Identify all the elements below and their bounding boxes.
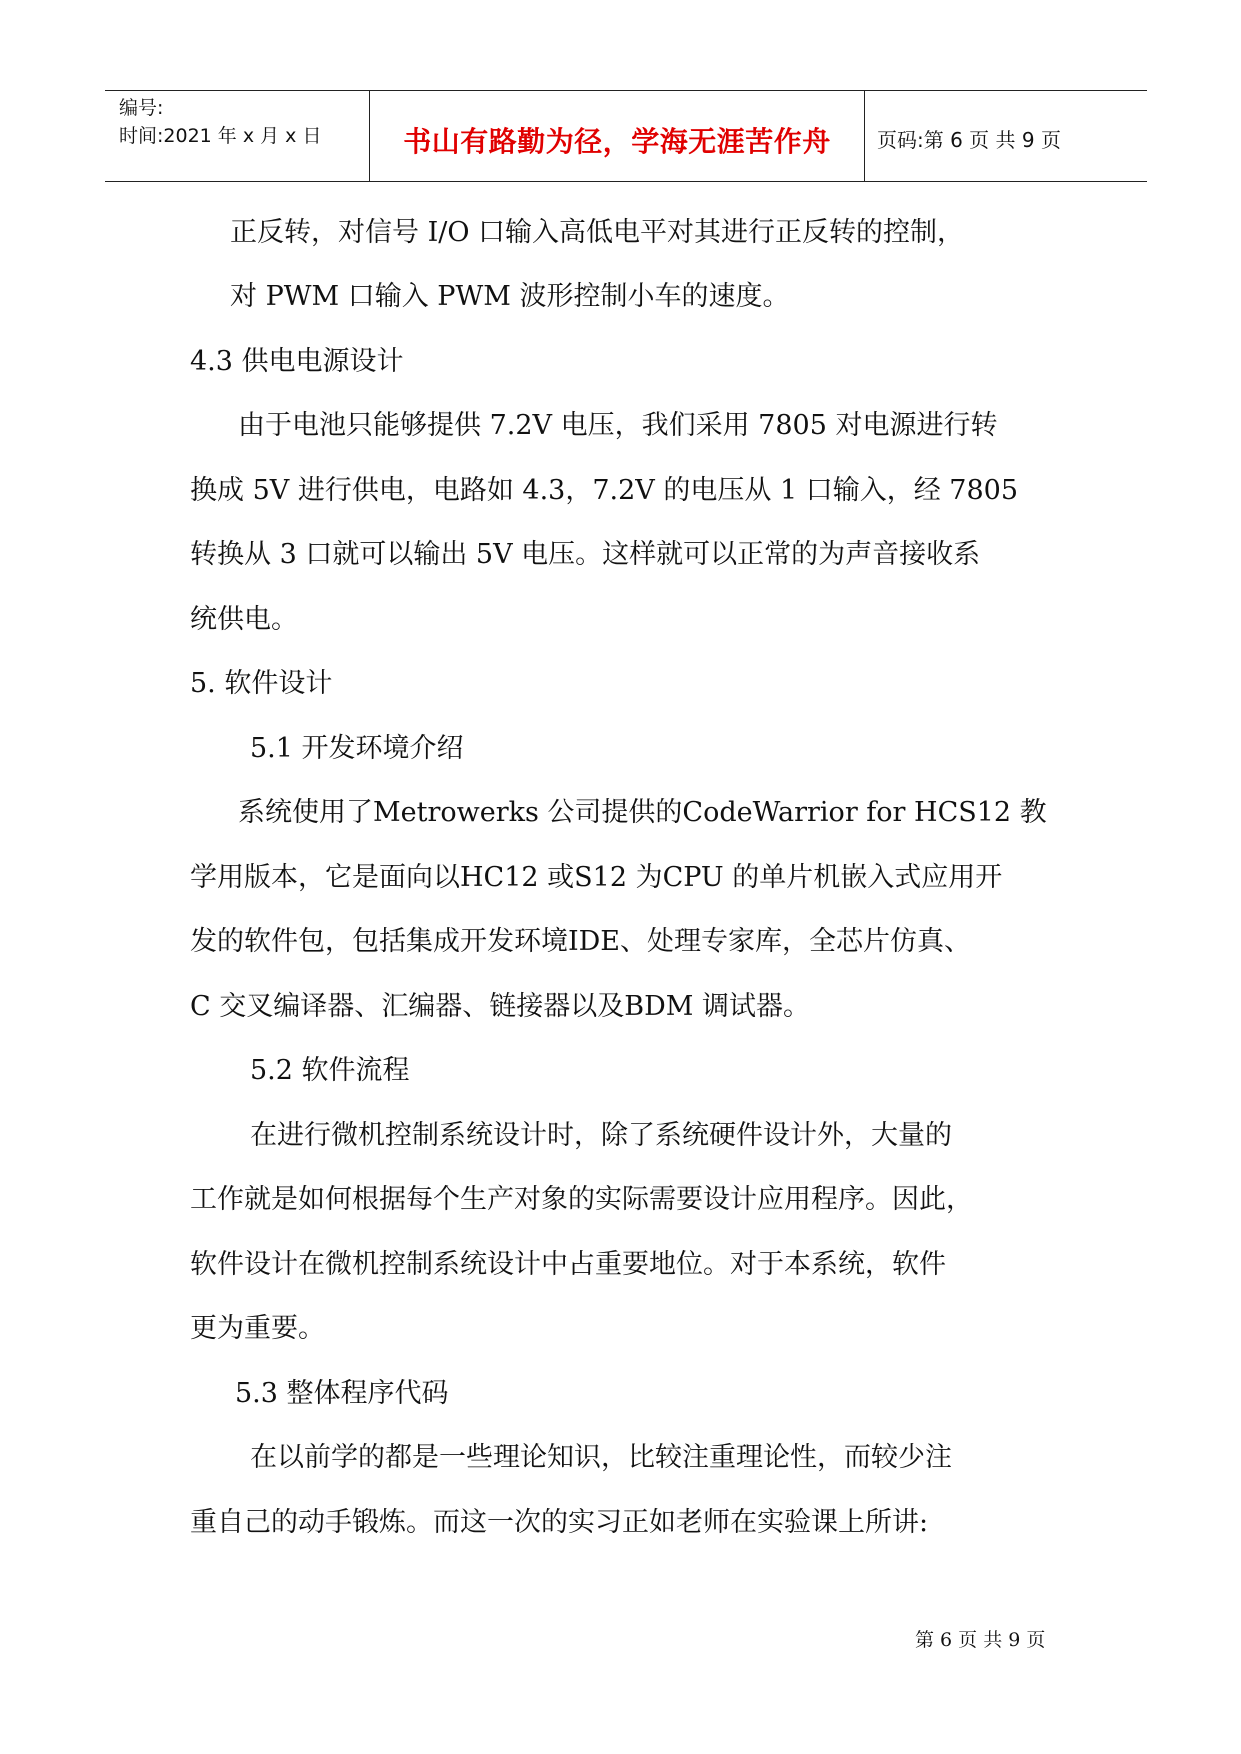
header-motto-cell <box>370 91 865 181</box>
page-header <box>105 90 1147 182</box>
section-heading-5-1: 5.1 开发环境介绍 <box>250 733 464 764</box>
header-motto: 书山有路勤为径，学海无涯苦作舟 <box>403 125 831 158</box>
body-line: 更为重要。 <box>190 1313 325 1344</box>
header-page-cell <box>865 91 1147 181</box>
body-line: 工作就是如何根据每个生产对象的实际需要设计应用程序。因此， <box>190 1184 973 1215</box>
body-line: C 交叉编译器、汇编器、链接器以及BDM 调试器。 <box>190 991 810 1022</box>
body-line: 在以前学的都是一些理论知识，比较注重理论性，而较少注 <box>250 1442 952 1473</box>
body-line: 正反转，对信号 I/O 口输入高低电平对其进行正反转的控制， <box>230 217 965 248</box>
body-line: 由于电池只能够提供 7.2V 电压，我们采用 7805 对电源进行转 <box>238 410 998 441</box>
page-footer-number: 第 6 页 共 9 页 <box>915 1629 1046 1651</box>
section-heading-5-2: 5.2 软件流程 <box>250 1055 410 1086</box>
document-number-label: 编号: <box>119 97 164 119</box>
section-heading-5-3: 5.3 整体程序代码 <box>235 1378 449 1409</box>
body-line: 发的软件包，包括集成开发环境IDE、处理专家库，全芯片仿真、 <box>190 926 972 957</box>
section-heading-4-3: 4.3 供电电源设计 <box>190 346 404 377</box>
section-heading-5: 5. 软件设计 <box>190 668 333 699</box>
header-page-number: 页码:第 6 页 共 9 页 <box>877 128 1061 152</box>
body-line: 转换从 3 口就可以输出 5V 电压。这样就可以正常的为声音接收系 <box>190 539 981 570</box>
body-line: 换成 5V 进行供电，电路如 4.3，7.2V 的电压从 1 口输入，经 7805 <box>190 475 1019 506</box>
body-line: 系统使用了Metrowerks 公司提供的CodeWarrior for HCS12 教 <box>238 797 1047 828</box>
document-time-label: 时间:2021 年 x 月 x 日 <box>119 125 322 147</box>
body-line: 在进行微机控制系统设计时，除了系统硬件设计外，大量的 <box>250 1120 952 1151</box>
body-line: 对 PWM 口输入 PWM 波形控制小车的速度。 <box>230 281 790 312</box>
header-meta-cell <box>105 91 370 181</box>
body-line: 统供电。 <box>190 604 298 635</box>
body-line: 重自己的动手锻炼。而这一次的实习正如老师在实验课上所讲: <box>190 1507 929 1538</box>
body-line: 学用版本，它是面向以HC12 或S12 为CPU 的单片机嵌入式应用开 <box>190 862 1003 893</box>
body-line: 软件设计在微机控制系统设计中占重要地位。对于本系统，软件 <box>190 1249 946 1280</box>
